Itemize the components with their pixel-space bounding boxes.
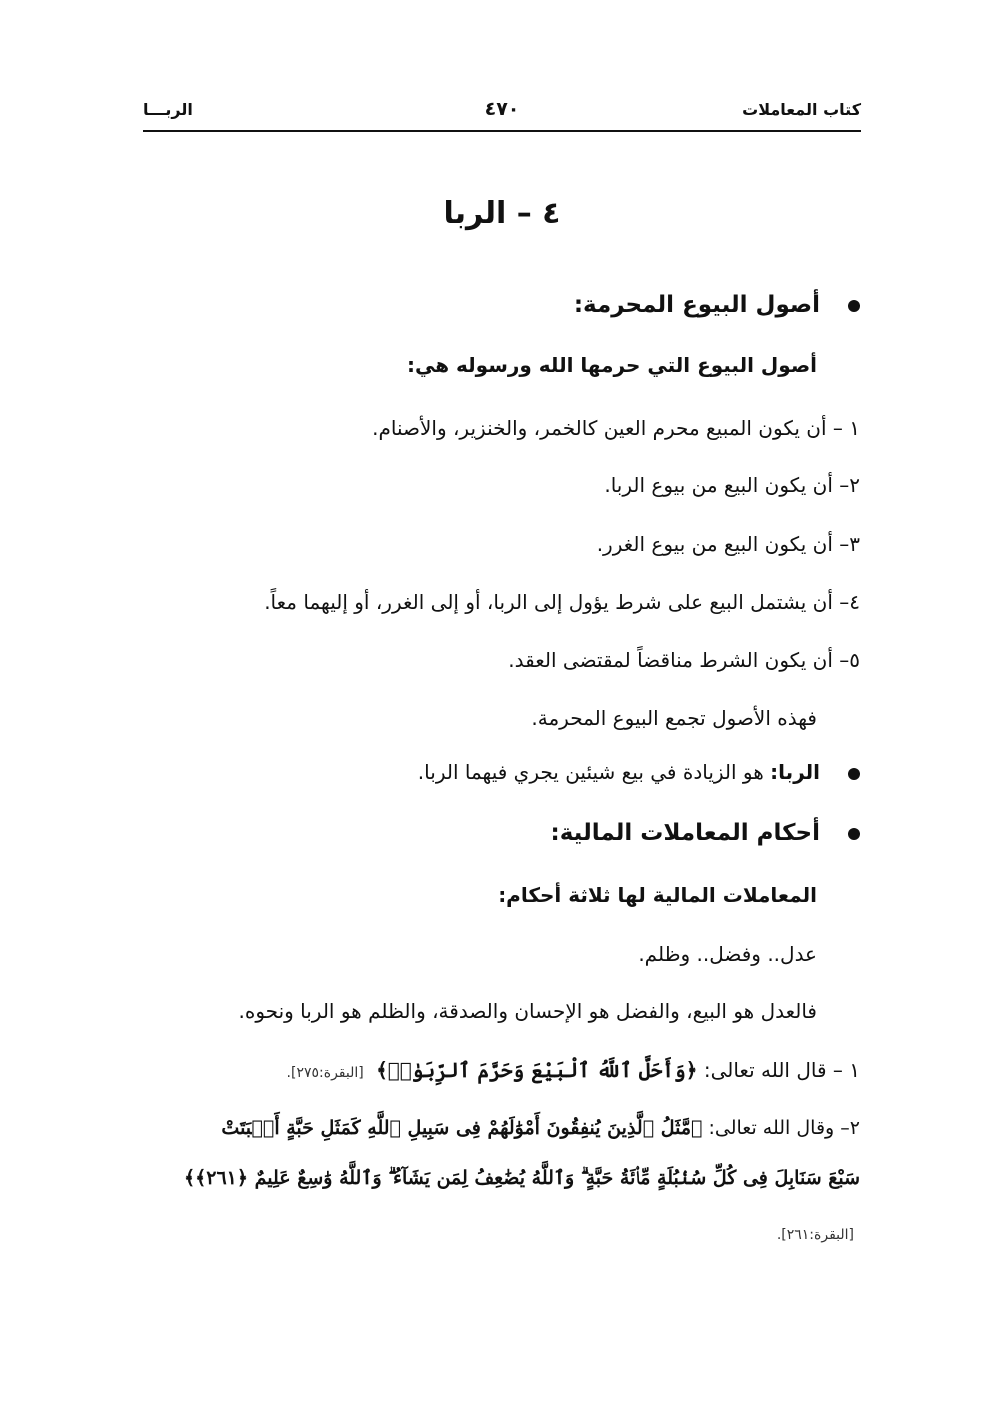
header-divider [143,130,861,132]
section2-list: عدل.. وفضل.. وظلم. [638,942,817,966]
section-heading-prohibited-sales [142,292,860,318]
bullet-icon [848,768,860,780]
section1-intro: أصول البيوع التي حرمها الله ورسوله هي: [406,353,817,377]
section-heading-financial-rulings [142,820,860,846]
section1-conclusion: فهذه الأصول تجمع البيوع المحرمة. [531,706,817,730]
section2-intro: المعاملات المالية لها ثلاثة أحكام: [498,883,817,907]
list-item-2: ٢– أن يكون البيع من بيوع الربا. [604,473,860,497]
section-heading-text: أصول البيوع المحرمة: [573,292,820,318]
riba-definition [142,760,860,784]
header-chapter-title: الربـــا [143,100,193,119]
header-page-number: ٤٧٠ [484,98,520,120]
chapter-title: ٤ – الربا [443,196,561,231]
quote-2-reference-line [142,1220,860,1250]
quote-1-verse-open: ﴿ [685,1058,698,1082]
quote-1-reference: [البقرة:٢٧٥]. [286,1065,364,1081]
list-item-4: ٤– أن يشتمل البيع على شرط يؤول إلى الربا، أو إلى الغرر، أو إليهما معاً. [264,590,860,614]
section2-explanation: فالعدل هو البيع، والفضل هو الإحسان والصدقة، والظلم هو الربا ونحوه. [238,999,817,1023]
quote-1-verse-close: ﴾ [376,1058,388,1082]
quote-2-verse-line-2: سَبْعَ سَنَابِلَ فِى كُلِّ سُنۢبُلَةٍ مِّا۟ئَةُ حَبَّةٍ ۗ وَٱللَّهُ يُضَٰعِفُ لِمَن يَشَآءُ ۗ وَٱللَّهُ وَٰسِعٌ عَلِيمٌ ﴿٢٦١﴾ [195,1167,860,1189]
quote-1-prefix: ١ – قال الله تعالى: [703,1058,860,1082]
quote-2-verse-line-1: مَّثَلُ ٱلَّذِينَ يُنفِقُونَ أَمْوَٰلَهُمْ فِى سَبِيلِ ٱللَّهِ كَمَثَلِ حَبَّةٍ أَنۢبَتَتْ [221,1117,692,1139]
quote-1 [142,1055,860,1088]
quote-2-reference: [البقرة:٢٦١]. [776,1227,854,1243]
list-item-3: ٣– أن يكون البيع من بيوع الغرر. [596,532,860,556]
list-item-5: ٥– أن يكون الشرط مناقضاً لمقتضى العقد. [508,648,860,672]
quote-2-line-2 [142,1163,860,1193]
section-heading-text: أحكام المعاملات المالية: [550,820,820,846]
bullet-icon [848,300,860,312]
quote-1-verse: وَأَحَلَّ ٱللَّهُ ٱلْبَيْعَ وَحَرَّمَ ٱلرِّبَوٰا۟ [387,1058,686,1082]
riba-term: الربا: [770,760,820,784]
riba-definition-text: هو الزيادة في بيع شيئين يجري فيهما الربا. [417,760,764,784]
quote-2-line-1 [142,1113,860,1143]
list-item-1: ١ – أن يكون المبيع محرم العين كالخمر، والخنزير، والأصنام. [372,416,860,440]
bullet-icon [848,828,860,840]
header-book-title: كتاب المعاملات [742,100,861,119]
quote-2-prefix: ٢– وقال الله تعالى: [708,1117,860,1139]
quote-2-verse-close: ﴾ [183,1167,196,1189]
quote-2-verse-open: ﴿ [691,1117,703,1139]
